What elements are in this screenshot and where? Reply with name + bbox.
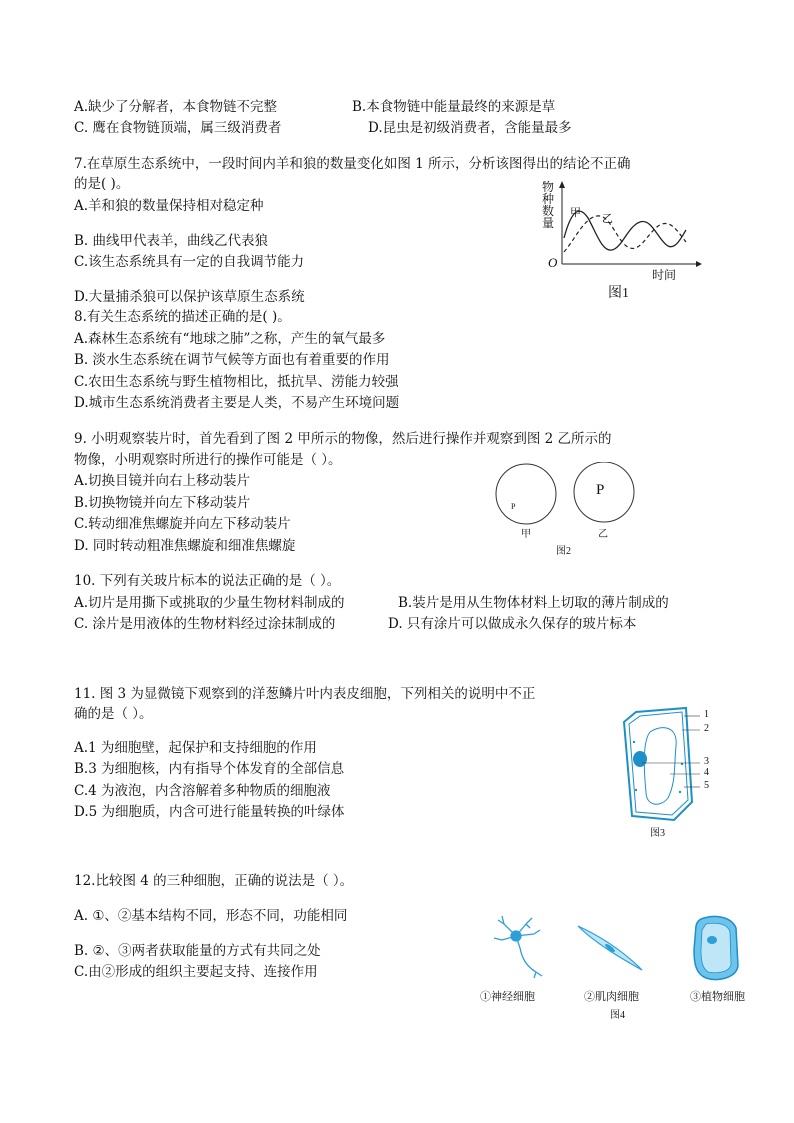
figure-1-ylabel: 物种数量 [542,180,555,230]
q9-option-c: C.转动细准焦螺旋并向左下移动装片 [74,516,291,532]
q11-stem-line1: 11. 图 3 为显微镜下观察到的洋葱鳞片叶内表皮细胞，下列相关的说明中不正 [74,686,536,702]
q10-option-d: D. 只有涂片可以做成永久保存的玻片标本 [388,616,637,632]
q9-option-b: B.切换物镜并向左下移动装片 [74,495,251,511]
q7-option-b: B. 曲线甲代表羊，曲线乙代表狼 [74,233,269,249]
q6-option-b: B.本食物链中能量最终的来源是草 [352,99,556,115]
q9-option-a: A.切换目镜并向右上移动装片 [74,473,251,489]
figure-1-origin: O [548,255,558,270]
q11-option-d: D.5 为细胞质，内含可进行能量转换的叶绿体 [74,804,345,820]
q10-option-c: C. 涂片是用液体的生物材料经过涂抹制成的 [74,616,336,632]
q10-option-a: A.切片是用撕下或挑取的少量生物材料制成的 [74,595,345,611]
q12-option-c: C.由②形成的组织主要起支持、连接作用 [74,964,318,980]
q8-stem: 8.有关生态系统的描述正确的是( )。 [74,309,291,325]
figure-3-label-2: 2 [704,723,709,734]
q12-option-a: A. ①、②基本结构不同，形态不同，功能相同 [74,908,348,924]
figure-3-label-3: 3 [704,756,709,767]
figure-4-caption: 图4 [610,1010,625,1021]
figure-2-microscope-views [494,462,644,557]
q6-option-a: A.缺少了分解者，本食物链不完整 [74,99,278,115]
figure-4-label-neuron: ①神经细胞 [480,991,535,1003]
q10-stem: 10. 下列有关玻片标本的说法正确的是（ ）。 [74,573,341,589]
q11-option-b: B.3 为细胞核，内有指导个体发育的全部信息 [74,761,345,777]
neuron-cell-drawing [494,916,542,978]
figure-3-label-1: 1 [704,709,709,720]
q11-option-c: C.4 为液泡，内含溶解着多种物质的细胞液 [74,783,331,799]
q11-stem-line2: 确的是（ ）。 [74,706,153,722]
figure-2-label-jia: 甲 [521,529,531,540]
q6-option-c: C. 鹰在食物链顶端，属三级消费者 [74,120,282,136]
figure-2-big-p: P [596,482,605,498]
q9-option-d: D. 同时转动粗准焦螺旋和细准焦螺旋 [74,538,296,554]
figure-3-onion-cell [614,702,724,842]
plant-cell-drawing [694,916,738,979]
q11-option-a: A.1 为细胞壁，起保护和支持细胞的作用 [74,740,317,756]
figure-1-graph [536,178,706,303]
q9-stem-line1: 9. 小明观察装片时，首先看到了图 2 甲所示的物像，然后进行操作并观察到图 2 乙所示的 [74,431,612,447]
figure-3-label-4: 4 [704,767,709,778]
figure-4-drawings [474,910,764,985]
q7-stem-line2: 的是( )。 [74,176,130,192]
figure-3-caption: 图3 [650,828,665,839]
q10-option-b: B.装片是用从生物体材料上切取的薄片制成的 [398,595,669,611]
figure-2-label-yi: 乙 [598,529,608,540]
q7-option-c: C.该生态系统具有一定的自我调节能力 [74,254,305,270]
figure-1-caption: 图1 [608,286,629,301]
q6-option-d: D.昆虫是初级消费者，含能量最多 [368,120,572,136]
q12-option-b: B. ②、③两者获取能量的方式有共同之处 [74,943,321,959]
q7-option-a: A.羊和狼的数量保持相对稳定种 [74,198,264,214]
q8-option-d: D.城市生态系统消费者主要是人类，不易产生环境问题 [74,395,400,411]
figure-1-series-yi: 乙 [602,213,613,225]
figure-3-label-5: 5 [704,780,709,791]
q8-option-c: C.农田生态系统与野生植物相比，抵抗旱、涝能力较强 [74,374,399,390]
figure-4-label-plant: ③植物细胞 [690,991,745,1003]
q7-option-d: D.大量捕杀狼可以保护该草原生态系统 [74,289,305,305]
figure-4-label-muscle: ②肌肉细胞 [584,991,639,1003]
q8-option-a: A.森林生态系统有“地球之肺”之称，产生的氧气最多 [74,331,386,347]
figure-1-series-jia: 甲 [570,207,581,219]
figure-2-caption: 图2 [556,546,571,557]
q9-stem-line2: 物像，小明观察时所进行的操作可能是（ ）。 [74,452,342,468]
figure-2-small-p: P [511,502,516,511]
q12-stem: 12.比较图 4 的三种细胞，正确的说法是（ ）。 [74,873,354,889]
figure-1-xlabel: 时间 [652,268,677,282]
muscle-cell-drawing [578,926,642,970]
q7-stem-line1: 7.在草原生态系统中，一段时间内羊和狼的数量变化如图 1 所示，分析该图得出的结论不正确 [74,156,631,172]
q8-option-b: B. 淡水生态系统在调节气候等方面也有着重要的作用 [74,352,390,368]
figure-4-three-cells [474,910,764,1022]
